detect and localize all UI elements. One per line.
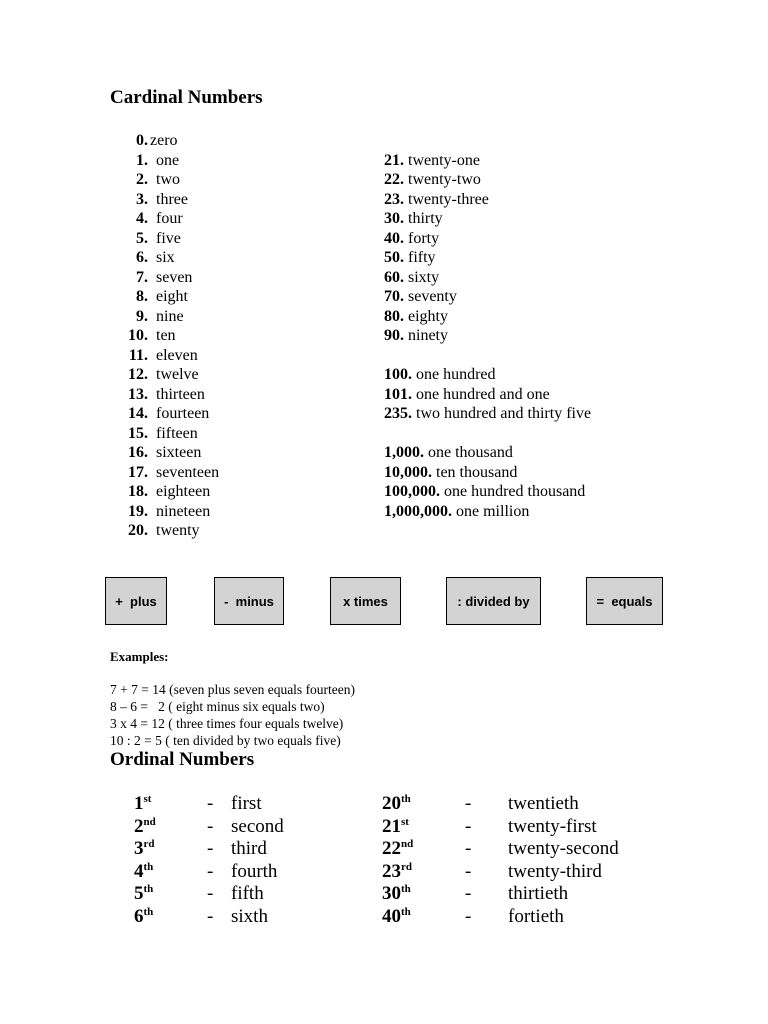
cardinal-row (384, 463, 517, 483)
ordinal-digits: 22 (382, 838, 401, 859)
cardinal-row (110, 326, 350, 346)
cardinal-number: 10. (128, 327, 148, 344)
ordinal-suffix: th (143, 905, 154, 918)
cardinal-row (110, 521, 350, 541)
operator-box: x times (330, 577, 401, 625)
example-line: 3 x 4 = 12 ( three times four equals twelve) (110, 716, 344, 731)
cardinal-word: nineteen (156, 502, 211, 520)
cardinal-number: 23. (384, 190, 404, 208)
cardinal-word: one hundred thousand (440, 483, 586, 500)
ordinal-suffix: th (401, 793, 411, 805)
cardinal-row (384, 404, 591, 424)
cardinal-row (110, 385, 350, 405)
cardinal-row (110, 346, 350, 366)
cardinal-row (110, 248, 350, 268)
cardinal-word: sixty (404, 268, 440, 286)
cardinal-row (110, 424, 350, 444)
cardinal-number: 15. (128, 424, 148, 442)
cardinal-number: 16. (128, 444, 148, 461)
cardinal-word: two hundred and thirty five (412, 405, 592, 422)
cardinal-row (110, 404, 350, 424)
ordinal-number (134, 861, 153, 884)
ordinal-suffix: nd (143, 815, 156, 828)
ordinal-dash: - (465, 860, 472, 882)
cardinal-word: twenty (156, 522, 200, 539)
cardinal-number: 10,000. (384, 463, 432, 481)
ordinal-word: fortieth (508, 905, 564, 927)
cardinal-number: 50. (384, 249, 404, 266)
cardinal-row (110, 268, 350, 288)
cardinal-number: 1,000,000. (384, 502, 452, 520)
cardinal-number: 2. (136, 171, 148, 188)
cardinal-word: twenty-one (404, 151, 480, 169)
cardinal-number: 90. (384, 327, 404, 344)
cardinal-row (110, 365, 350, 385)
cardinal-word: ninety (404, 327, 448, 344)
operator-box: + plus (105, 577, 167, 625)
ordinal-word: fourth (231, 860, 278, 882)
cardinal-word: four (156, 210, 183, 227)
examples-title: Examples: (110, 649, 169, 664)
cardinal-number: 235. (384, 405, 412, 422)
cardinal-number: 4. (136, 210, 148, 227)
cardinal-word: twenty-two (404, 171, 481, 188)
cardinal-row (384, 482, 585, 502)
cardinal-number: 11. (128, 346, 148, 364)
ordinal-suffix: st (143, 793, 152, 805)
ordinal-digits: 5 (134, 883, 144, 904)
cardinal-row (110, 287, 350, 307)
cardinal-number: 1,000. (384, 444, 424, 461)
cardinal-row (384, 385, 550, 405)
cardinal-number: 9. (136, 307, 148, 325)
cardinal-number: 8. (136, 288, 148, 305)
cardinal-row (384, 326, 448, 346)
ordinal-suffix: th (401, 883, 411, 895)
cardinal-number: 14. (128, 405, 148, 422)
cardinal-row (110, 502, 350, 522)
ordinal-number (382, 861, 412, 884)
cardinal-word: one thousand (424, 444, 513, 461)
ordinal-suffix: rd (143, 838, 155, 850)
cardinal-word: thirteen (156, 385, 205, 403)
cardinal-row (384, 151, 480, 171)
cardinal-word: ten (156, 327, 176, 344)
cardinal-word: one (156, 151, 180, 169)
cardinal-row (384, 170, 481, 190)
ordinal-dash: - (207, 905, 214, 927)
cardinal-word: seven (156, 268, 193, 286)
ordinal-dash: - (207, 838, 214, 859)
ordinal-dash: - (465, 815, 472, 837)
cardinal-word: eighty (404, 307, 448, 325)
ordinal-digits: 6 (134, 905, 144, 927)
cardinal-number: 12. (128, 366, 148, 383)
cardinal-row (110, 170, 350, 190)
cardinal-number: 18. (128, 483, 148, 500)
cardinal-row (384, 502, 529, 522)
cardinal-word: one hundred and one (412, 385, 550, 403)
ordinal-suffix: nd (401, 838, 414, 850)
ordinal-suffix: st (401, 815, 409, 828)
cardinal-number: 21. (384, 151, 404, 169)
cardinal-number: 3. (136, 190, 148, 208)
ordinal-word: sixth (231, 905, 268, 927)
cardinal-word: eleven (156, 346, 198, 364)
ordinal-number (134, 883, 153, 906)
cardinal-word: ten thousand (432, 463, 518, 481)
cardinal-number: 101. (384, 385, 412, 403)
cardinal-word: sixteen (156, 444, 202, 461)
cardinal-word: fifteen (156, 424, 198, 442)
ordinal-word: twentieth (508, 793, 579, 814)
cardinal-number: 17. (128, 463, 148, 481)
cardinal-word: five (156, 229, 181, 247)
example-line: 7 + 7 = 14 (seven plus seven equals fourteen) (110, 682, 356, 697)
ordinal-number (134, 838, 155, 861)
ordinal-word: third (231, 838, 267, 859)
cardinal-word: zero (150, 132, 178, 149)
ordinal-number (134, 906, 153, 929)
cardinal-row (384, 248, 436, 268)
cardinal-number: 60. (384, 268, 404, 286)
cardinal-word: one million (452, 502, 530, 520)
ordinal-number (134, 793, 151, 816)
ordinal-suffix: th (143, 883, 154, 895)
ordinal-digits: 1 (134, 793, 144, 814)
ordinal-number (134, 816, 156, 839)
cardinal-word: two (156, 171, 180, 188)
ordinal-suffix: th (401, 905, 411, 918)
cardinal-number: 20. (128, 522, 148, 539)
cardinal-number: 22. (384, 171, 404, 188)
cardinal-row (110, 229, 350, 249)
cardinal-row (110, 190, 350, 210)
cardinal-title: Cardinal Numbers (110, 87, 263, 108)
cardinal-number: 0. (136, 132, 148, 149)
cardinal-word: eighteen (156, 483, 211, 500)
cardinal-row (110, 151, 350, 171)
cardinal-number: 6. (136, 249, 148, 266)
ordinal-number (382, 838, 413, 861)
cardinal-word: one hundred (412, 366, 496, 383)
cardinal-row (384, 443, 513, 463)
cardinal-row (384, 190, 489, 210)
ordinal-digits: 2 (134, 815, 144, 837)
ordinal-dash: - (207, 793, 214, 814)
cardinal-row (384, 209, 443, 229)
cardinal-row (110, 307, 350, 327)
cardinal-row (384, 307, 448, 327)
cardinal-number: 19. (128, 502, 148, 520)
cardinal-word: thirty (404, 210, 443, 227)
ordinal-word: thirtieth (508, 883, 569, 904)
ordinal-dash: - (465, 883, 472, 904)
cardinal-number: 70. (384, 288, 404, 305)
cardinal-row (384, 229, 439, 249)
cardinal-number: 1. (136, 151, 148, 169)
cardinal-word: forty (404, 229, 440, 247)
ordinal-word: first (231, 793, 262, 814)
operator-box: = equals (586, 577, 663, 625)
ordinal-number (382, 793, 411, 816)
cardinal-row (110, 482, 350, 502)
operator-box: : divided by (446, 577, 541, 625)
ordinal-dash: - (465, 793, 472, 814)
cardinal-number: 100,000. (384, 483, 440, 500)
cardinal-word: three (156, 190, 188, 208)
ordinal-dash: - (207, 815, 214, 837)
operator-box: - minus (214, 577, 284, 625)
cardinal-word: seventeen (156, 463, 220, 481)
ordinal-digits: 3 (134, 838, 144, 859)
ordinal-number (382, 906, 411, 929)
example-line: 8 – 6 = 2 ( eight minus six equals two) (110, 699, 325, 714)
ordinal-word: second (231, 815, 284, 837)
ordinal-dash: - (465, 905, 472, 927)
ordinal-digits: 40 (382, 905, 401, 927)
ordinal-word: fifth (231, 883, 264, 904)
ordinal-digits: 4 (134, 860, 144, 882)
ordinal-suffix: th (143, 860, 154, 873)
cardinal-number: 5. (136, 229, 148, 247)
ordinal-dash: - (465, 838, 472, 859)
ordinal-dash: - (207, 860, 214, 882)
ordinal-number (382, 816, 409, 839)
cardinal-word: fifty (404, 249, 436, 266)
cardinal-word: fourteen (156, 405, 210, 422)
ordinal-digits: 21 (382, 815, 401, 837)
ordinal-suffix: rd (401, 860, 412, 873)
cardinal-number: 100. (384, 366, 412, 383)
ordinal-title: Ordinal Numbers (110, 749, 255, 770)
ordinal-digits: 30 (382, 883, 401, 904)
ordinal-dash: - (207, 883, 214, 904)
ordinal-digits: 20 (382, 793, 401, 814)
cardinal-number: 7. (136, 268, 148, 286)
ordinal-word: twenty-first (508, 815, 597, 837)
cardinal-word: twelve (156, 366, 199, 383)
cardinal-row (110, 463, 350, 483)
cardinal-number: 40. (384, 229, 404, 247)
ordinal-number (382, 883, 411, 906)
example-line: 10 : 2 = 5 ( ten divided by two equals five) (110, 733, 341, 748)
cardinal-word: seventy (404, 288, 457, 305)
cardinal-word: six (156, 249, 175, 266)
cardinal-row (110, 131, 350, 151)
cardinal-word: nine (156, 307, 184, 325)
cardinal-row (110, 443, 350, 463)
cardinal-number: 30. (384, 210, 404, 227)
ordinal-digits: 23 (382, 860, 401, 882)
cardinal-row (384, 268, 439, 288)
cardinal-word: eight (156, 288, 188, 305)
cardinal-row (384, 287, 457, 307)
ordinal-word: twenty-third (508, 860, 602, 882)
cardinal-row (110, 209, 350, 229)
cardinal-word: twenty-three (404, 190, 489, 208)
cardinal-row (384, 365, 496, 385)
cardinal-number: 80. (384, 307, 404, 325)
ordinal-word: twenty-second (508, 838, 619, 859)
cardinal-number: 13. (128, 385, 148, 403)
